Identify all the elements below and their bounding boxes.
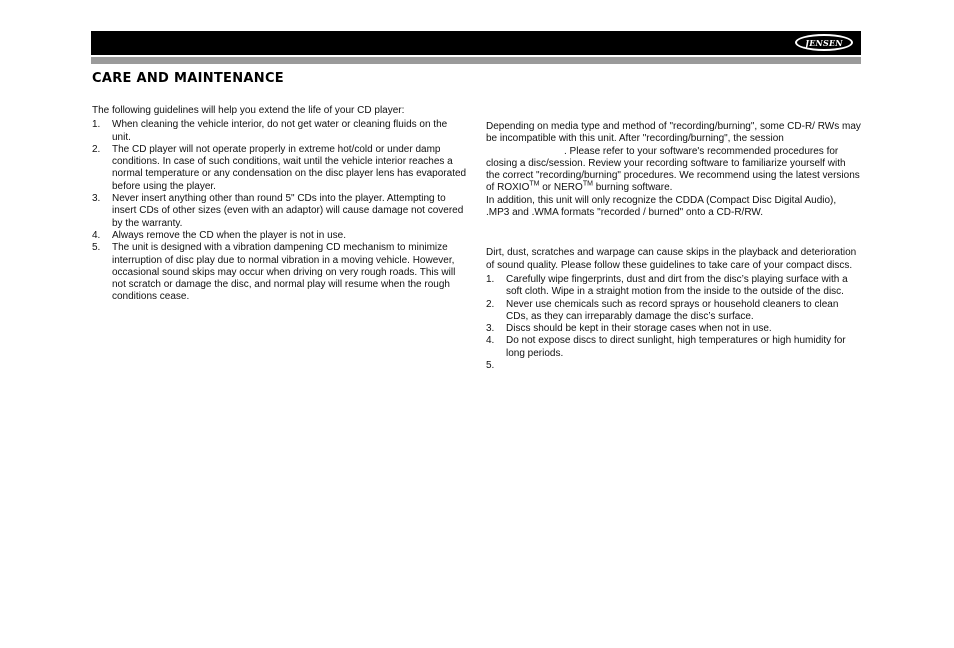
list-item xyxy=(92,230,467,242)
list-text: Discs should be kept in their storage cases when not in use. xyxy=(506,323,772,335)
list-text: The CD player will not operate properly in extreme hot/cold or under damp conditions. In case of such conditions, wait until the vehicle interior reaches a normal temperature or any condensation on the disc player lens has evaporated before using the player. xyxy=(112,143,467,192)
para1-part-d: burning software. xyxy=(592,182,673,194)
list-number: 4. xyxy=(486,335,495,347)
list-item xyxy=(486,274,861,299)
para1-part-b: . Please refer to your software's recommended procedures for closing a disc/session. Review your recording software to familiarize yourself with the correct "recording/burning" procedures. We recommend using the latest versions of ROXIO xyxy=(486,145,860,194)
right-column xyxy=(486,121,861,372)
disc-care-intro: Dirt, dust, scratches and warpage can cause skips in the playback and deterioration of sound quality. Please follow these guidelines to take care of your compact discs. xyxy=(486,247,857,271)
list-text: Always remove the CD when the player is not in use. xyxy=(112,229,346,241)
logo-text: JENSEN xyxy=(805,37,843,48)
para1-part-c: or NERO xyxy=(539,182,583,194)
header-rule xyxy=(91,57,861,64)
list-item xyxy=(92,144,467,193)
jensen-logo xyxy=(795,34,853,51)
trademark-mark: TM xyxy=(582,181,593,189)
list-text: Carefully wipe fingerprints, dust and dirt from the disc’s playing surface with a soft cloth. Wipe in a straight motion from the inside to the outside of the disc. xyxy=(506,273,848,298)
cd-player-guidelines-list xyxy=(92,119,467,303)
list-number: 1. xyxy=(92,119,101,131)
left-column xyxy=(92,105,467,304)
section-title: CARE AND MAINTENANCE xyxy=(92,71,284,86)
list-number: 5. xyxy=(486,360,495,372)
para1-part-a: Depending on media type and method of "recording/burning", some CD-R/ RWs may be incompatible with this unit. After "recording/burning", the session xyxy=(486,121,861,145)
list-number: 4. xyxy=(92,229,101,241)
list-item xyxy=(92,193,467,230)
list-item xyxy=(92,242,467,303)
spacer xyxy=(486,219,861,247)
left-intro: The following guidelines will help you extend the life of your CD player: xyxy=(92,105,405,116)
list-number: 2. xyxy=(486,298,495,310)
disc-care-list xyxy=(486,273,861,372)
cdr-compatibility-paragraph xyxy=(486,121,861,195)
list-text: Never insert anything other than round 5" CDs into the player. Attempting to insert CDs of other sizes (even with an adaptor) will cause damage not covered by the warranty. xyxy=(112,193,464,229)
list-item xyxy=(92,119,467,144)
trademark-mark: TM xyxy=(529,181,540,189)
list-item xyxy=(486,323,861,335)
list-text: When cleaning the vehicle interior, do not get water or cleaning fluids on the unit. xyxy=(112,119,448,143)
list-text: Never use chemicals such as record sprays or household cleaners to clean CDs, as they can irreparably damage the disc’s surface. xyxy=(506,298,839,322)
list-number: 3. xyxy=(92,193,101,205)
list-text: Do not expose discs to direct sunlight, high temperatures or high humidity for long periods. xyxy=(506,335,846,359)
list-number: 2. xyxy=(92,143,101,155)
list-number: 3. xyxy=(486,323,495,335)
list-number: 5. xyxy=(92,242,101,254)
list-text: The unit is designed with a vibration dampening CD mechanism to minimize interruption of disc play due to normal vibration in a moving vehicle. However, occasional sound skips may occur when driving on very rough roads. This will not scratch or damage the disc, and normal play will resume when the rough conditions cease. xyxy=(112,242,456,303)
header-bar xyxy=(91,31,861,55)
list-item xyxy=(486,335,861,360)
list-number: 1. xyxy=(486,273,495,285)
list-item xyxy=(486,299,861,324)
format-paragraph: In addition, this unit will only recognize the CDDA (Compact Disc Digital Audio), .MP3 and .WMA formats "recorded / burned" onto a CD-R/RW. xyxy=(486,194,837,219)
